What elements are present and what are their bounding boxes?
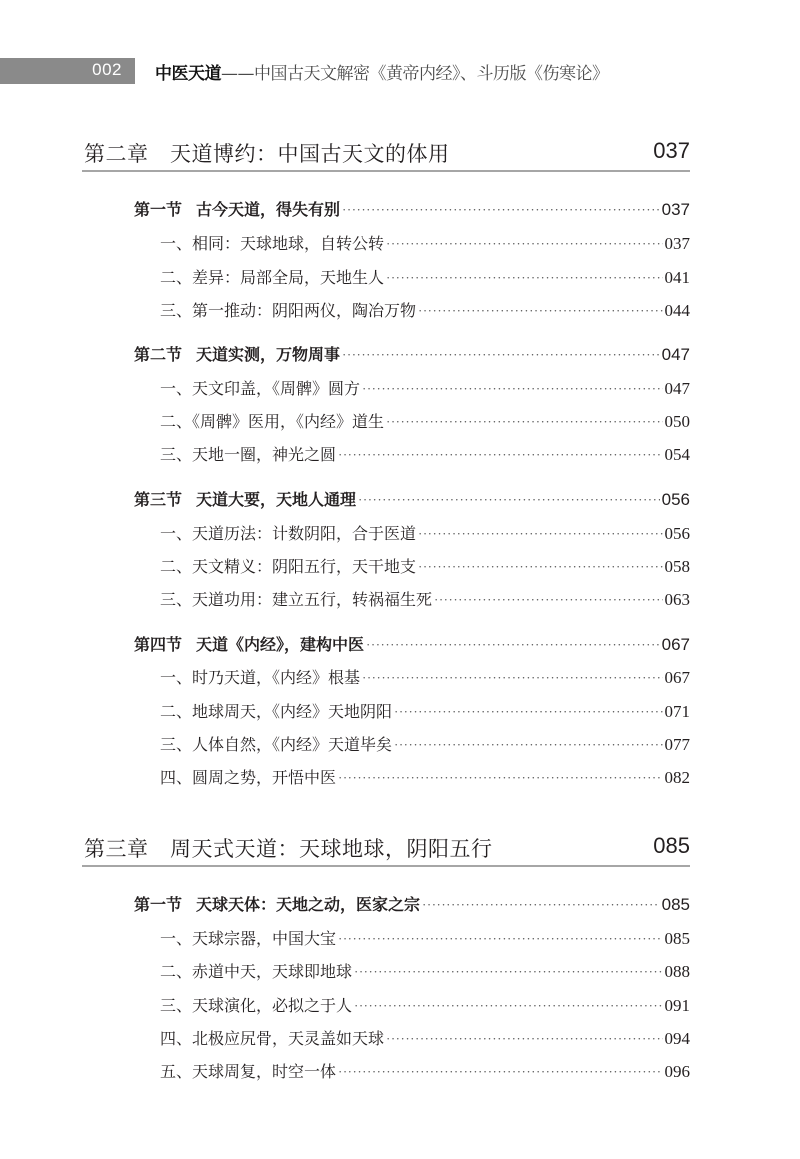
dot-leader: [338, 1063, 662, 1081]
dot-leader: [422, 896, 660, 914]
toc-item[interactable]: [0, 554, 690, 580]
toc-section[interactable]: [0, 487, 690, 513]
item-title: 四、圆周之势，开悟中医: [160, 768, 337, 787]
toc-item[interactable]: [0, 765, 690, 791]
item-page: 071: [664, 702, 690, 721]
item-page: 056: [664, 524, 690, 543]
section-title: 古今天道，得失有别: [196, 200, 341, 219]
item-page: 044: [664, 301, 690, 320]
item-page: 091: [664, 996, 690, 1015]
item-title: 二、赤道中天，天球即地球: [160, 962, 353, 981]
book-title: [155, 59, 609, 84]
section-title: 天道大要，天地人通理: [196, 490, 357, 509]
toc-item[interactable]: [0, 442, 690, 468]
toc-item[interactable]: [0, 1026, 690, 1052]
toc-item[interactable]: [0, 231, 690, 257]
toc-item[interactable]: [0, 1059, 690, 1085]
item-title: 三、天道功用：建立五行，转祸福生死: [160, 590, 433, 609]
dot-leader: [394, 703, 662, 721]
book-title-main: 中医天道: [155, 64, 221, 84]
dot-leader: [338, 446, 662, 464]
dot-leader: [342, 201, 660, 219]
section-page: 067: [661, 635, 690, 654]
section-page: 037: [661, 200, 690, 219]
item-page: 077: [664, 735, 690, 754]
toc-section[interactable]: [0, 632, 690, 658]
chapter-heading[interactable]: [82, 829, 690, 867]
section-page: 085: [661, 895, 690, 914]
dot-leader: [394, 736, 662, 754]
dot-leader: [358, 491, 660, 509]
section-title: 天道《内经》，建构中医: [196, 635, 365, 654]
section-label: 第二节: [134, 345, 183, 364]
item-page: 085: [664, 929, 690, 948]
toc-item[interactable]: [0, 265, 690, 291]
toc-item[interactable]: [0, 926, 690, 952]
dot-leader: [354, 963, 662, 981]
toc-item[interactable]: [0, 993, 690, 1019]
dot-leader: [386, 269, 662, 287]
item-title: 一、天道历法：计数阴阳，合于医道: [160, 524, 417, 543]
toc-item[interactable]: [0, 298, 690, 324]
toc-section[interactable]: [0, 197, 690, 223]
item-title: 一、天球宗器，中国大宝: [160, 929, 337, 948]
section-title: 天道实测，万物周事: [196, 345, 341, 364]
item-title: 一、天文印盖，《周髀》圆方: [160, 379, 361, 398]
item-page: 096: [664, 1062, 690, 1081]
dot-leader: [434, 591, 662, 609]
book-title-subtitle: ——中国古天文解密《黄帝内经》、斗历版《伤寒论》: [221, 64, 609, 84]
item-title: 三、天地一圈，神光之圆: [160, 445, 337, 464]
section-label: 第三节: [134, 490, 183, 509]
chapter-heading[interactable]: [82, 134, 690, 172]
item-title: 一、时乃天道，《内经》根基: [160, 668, 361, 687]
item-page: 067: [664, 668, 690, 687]
toc-item[interactable]: [0, 587, 690, 613]
item-page: 037: [664, 234, 690, 253]
dot-leader: [354, 997, 662, 1015]
dot-leader: [418, 525, 662, 543]
item-page: 082: [664, 768, 690, 787]
item-title: 二、天文精义：阴阳五行，天干地支: [160, 557, 417, 576]
item-title: 三、第一推动：阴阳两仪，陶冶万物: [160, 301, 417, 320]
item-page: 094: [664, 1029, 690, 1048]
toc-item[interactable]: [0, 732, 690, 758]
dot-leader: [386, 1030, 662, 1048]
item-title: 三、人体自然，《内经》天道毕矣: [160, 735, 393, 754]
toc-item[interactable]: [0, 409, 690, 435]
item-page: 088: [664, 962, 690, 981]
item-title: 二、差异：局部全局，天地生人: [160, 268, 385, 287]
dot-leader: [342, 346, 660, 364]
section-title: 天球天体：天地之动，医家之宗: [196, 895, 421, 914]
dot-leader: [362, 380, 662, 398]
item-title: 三、天球演化，必拟之于人: [160, 996, 353, 1015]
toc-section[interactable]: [0, 342, 690, 368]
page-number: 002: [92, 60, 122, 79]
dot-leader: [362, 669, 662, 687]
toc-section[interactable]: [0, 892, 690, 918]
item-page: 063: [664, 590, 690, 609]
toc-item[interactable]: [0, 521, 690, 547]
chapter-page: 037: [653, 138, 690, 163]
dot-leader: [338, 769, 662, 787]
item-page: 047: [664, 379, 690, 398]
item-title: 四、北极应尻骨，天灵盖如天球: [160, 1029, 385, 1048]
item-title: 二、《周髀》医用，《内经》道生: [160, 412, 385, 431]
section-label: 第一节: [134, 200, 183, 219]
item-title: 二、地球周天，《内经》天地阴阳: [160, 702, 393, 721]
section-label: 第一节: [134, 895, 183, 914]
chapter-page: 085: [653, 833, 690, 858]
toc-item[interactable]: [0, 699, 690, 725]
dot-leader: [366, 636, 660, 654]
section-label: 第四节: [134, 635, 183, 654]
dot-leader: [418, 558, 662, 576]
item-page: 058: [664, 557, 690, 576]
toc-item[interactable]: [0, 376, 690, 402]
item-page: 050: [664, 412, 690, 431]
item-title: 一、相同：天球地球，自转公转: [160, 234, 385, 253]
dot-leader: [386, 235, 662, 253]
dot-leader: [338, 930, 662, 948]
item-page: 041: [664, 268, 690, 287]
dot-leader: [418, 302, 662, 320]
section-page: 047: [661, 345, 690, 364]
section-page: 056: [661, 490, 690, 509]
dot-leader: [386, 413, 662, 431]
chapter-title: 第三章 周天式天道：天球地球，阴阳五行: [84, 837, 493, 861]
running-header-bar: [0, 58, 135, 84]
toc-item[interactable]: [0, 665, 690, 691]
item-title: 五、天球周复，时空一体: [160, 1062, 337, 1081]
item-page: 054: [664, 445, 690, 464]
chapter-title: 第二章 天道博约：中国古天文的体用: [84, 142, 450, 166]
toc-item[interactable]: [0, 959, 690, 985]
